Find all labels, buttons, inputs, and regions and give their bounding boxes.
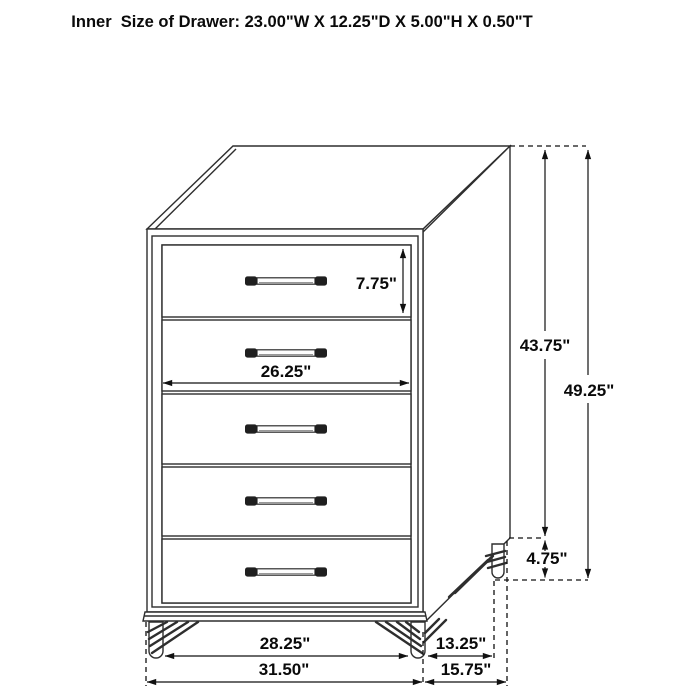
drawing-title: Inner Size of Drawer: 23.00"W X 12.25"D X 5.00"H X 0.50"T bbox=[71, 13, 533, 31]
dim-side-leg-spacing bbox=[428, 634, 492, 656]
front-left-leg bbox=[148, 622, 198, 658]
dim-leg-height bbox=[526, 541, 567, 578]
front-leg-spacing-label: 28.25" bbox=[259, 634, 311, 653]
chest-drawing bbox=[143, 146, 510, 658]
drawer-fronts bbox=[162, 245, 411, 603]
dim-overall-depth bbox=[425, 660, 506, 682]
dim-cabinet-height bbox=[520, 150, 571, 536]
dim-overall-height bbox=[564, 150, 615, 578]
dim-overall-width bbox=[147, 660, 422, 682]
drawer-5 bbox=[162, 539, 411, 603]
drawer-3-handle-icon bbox=[245, 424, 327, 433]
overall-depth-label: 15.75" bbox=[440, 660, 492, 679]
overall-width-label: 31.50" bbox=[258, 660, 310, 679]
drawer-2-handle-icon bbox=[245, 348, 327, 357]
drawer-4 bbox=[162, 467, 411, 536]
drawers-width-label: 26.25" bbox=[260, 362, 312, 381]
drawer-1-handle-icon bbox=[245, 276, 327, 285]
dim-front-leg-spacing bbox=[165, 634, 408, 656]
cabinet-height-label: 43.75" bbox=[519, 336, 571, 355]
leg-height-label: 4.75" bbox=[526, 549, 568, 568]
drawer-3 bbox=[162, 394, 411, 464]
drawer-4-handle-icon bbox=[245, 496, 327, 505]
base-molding bbox=[143, 612, 427, 621]
drawer-5-handle-icon bbox=[245, 567, 327, 576]
side-leg-spacing-label: 13.25" bbox=[435, 634, 487, 653]
drawer-height-label: 7.75" bbox=[355, 274, 397, 293]
overall-height-label: 49.25" bbox=[563, 381, 615, 400]
